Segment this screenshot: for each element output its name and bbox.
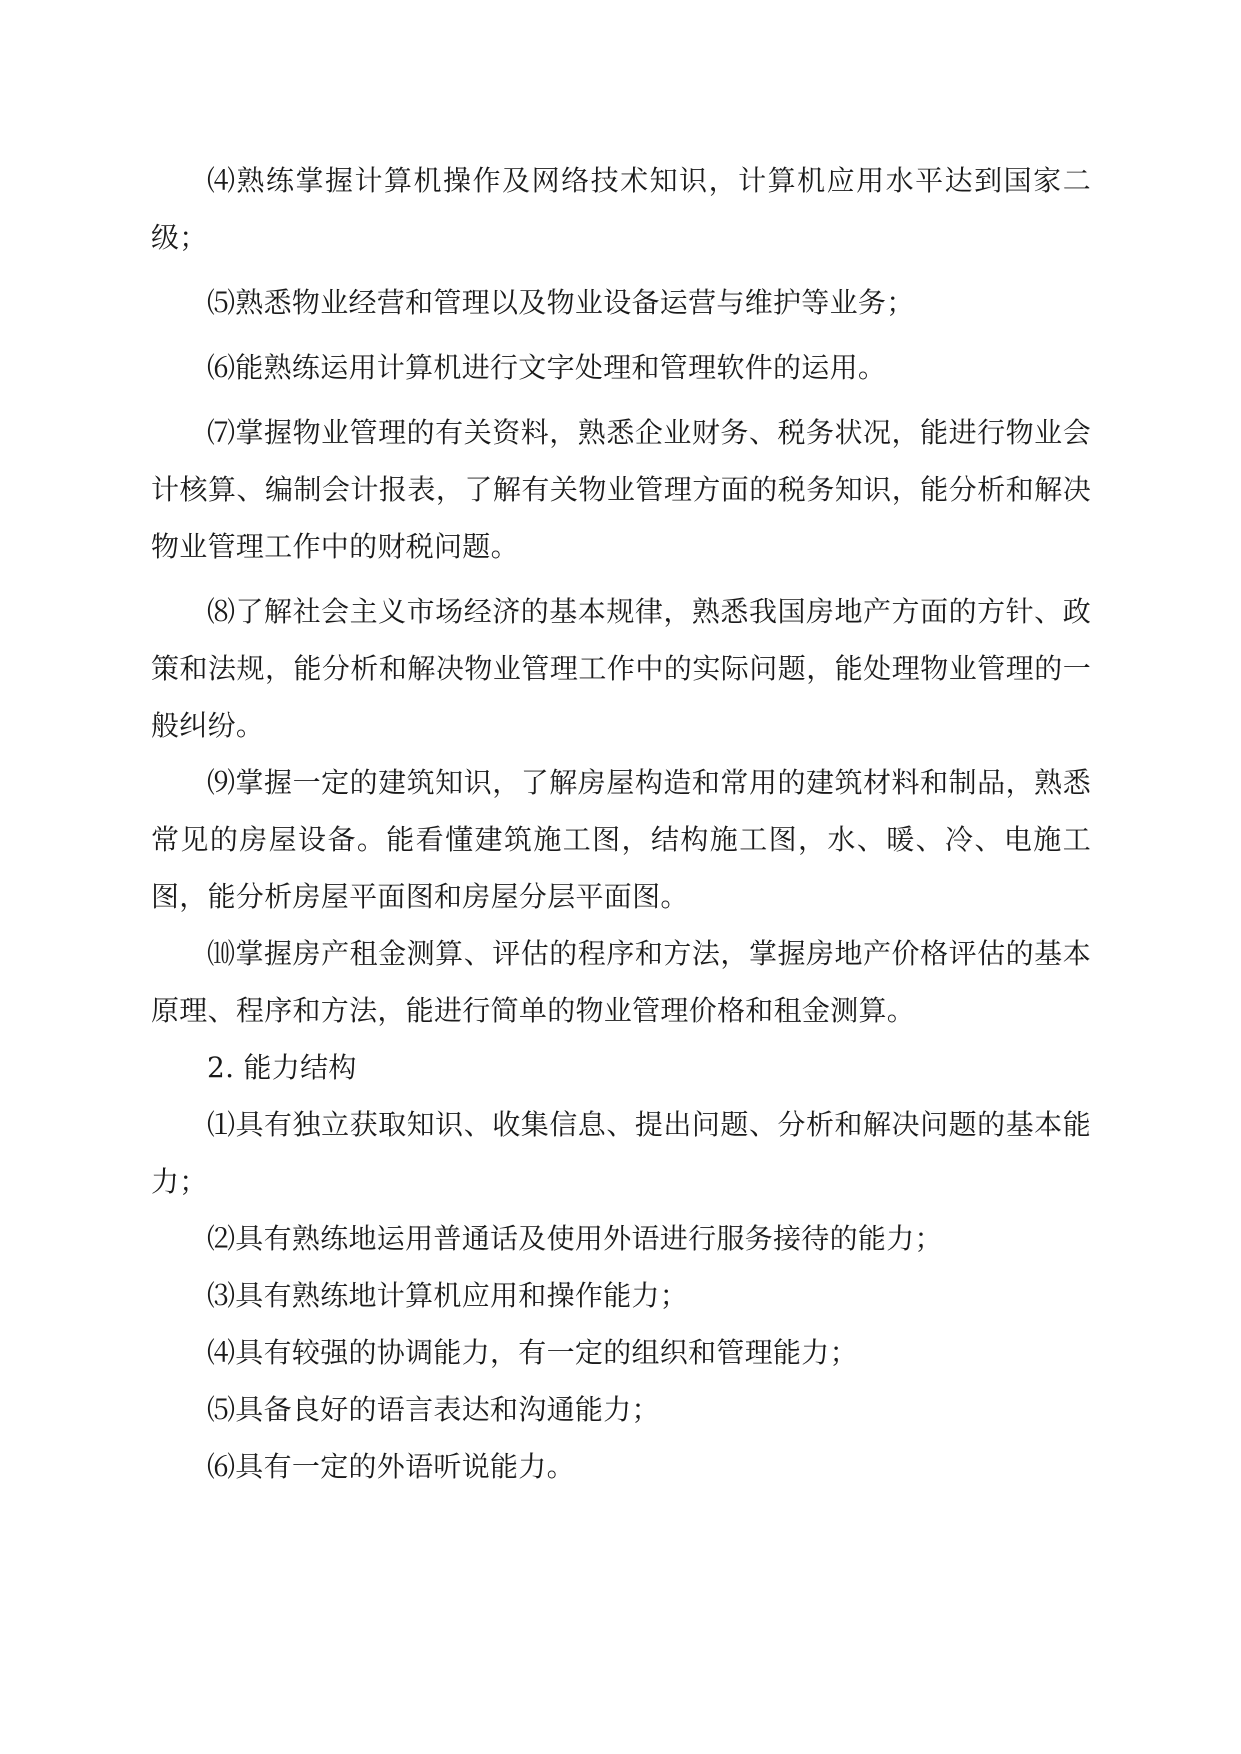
paragraph-knowledge-10: ⑽掌握房产租金测算、评估的程序和方法，掌握房地产价格评估的基本原理、程序和方法，能进行简单的物业管理价格和租金测算。 xyxy=(151,937,1091,1027)
paragraph-ability-6: ⑹具有一定的外语听说能力。 xyxy=(207,1450,575,1483)
paragraph-knowledge-5: ⑸熟悉物业经营和管理以及物业设备运营与维护等业务； xyxy=(207,286,915,319)
paragraph-ability-3: ⑶具有熟练地计算机应用和操作能力； xyxy=(207,1279,689,1312)
paragraph-ability-1: ⑴具有独立获取知识、收集信息、提出问题、分析和解决问题的基本能力； xyxy=(151,1108,1091,1198)
paragraph-ability-2: ⑵具有熟练地运用普通话及使用外语进行服务接待的能力； xyxy=(207,1222,943,1255)
paragraph-knowledge-6: ⑹能熟练运用计算机进行文字处理和管理软件的运用。 xyxy=(207,351,887,384)
paragraph-ability-4: ⑷具有较强的协调能力，有一定的组织和管理能力； xyxy=(207,1336,858,1369)
paragraph-knowledge-7: ⑺掌握物业管理的有关资料，熟悉企业财务、税务状况，能进行物业会计核算、编制会计报表，了解有关物业管理方面的税务知识，能分析和解决物业管理工作中的财税问题。 xyxy=(151,416,1091,563)
paragraph-ability-5: ⑸具备良好的语言表达和沟通能力； xyxy=(207,1393,660,1426)
paragraph-knowledge-4: ⑷熟练掌握计算机操作及网络技术知识，计算机应用水平达到国家二级； xyxy=(151,164,1091,254)
paragraph-knowledge-8: ⑻了解社会主义市场经济的基本规律，熟悉我国房地产方面的方针、政策和法规，能分析和解决物业管理工作中的实际问题，能处理物业管理的一般纠纷。 xyxy=(151,595,1091,742)
section-heading-ability-structure: 2. 能力结构 xyxy=(207,1051,357,1084)
document-body xyxy=(151,152,1091,1495)
paragraph-knowledge-9: ⑼掌握一定的建筑知识，了解房屋构造和常用的建筑材料和制品，熟悉常见的房屋设备。能看懂建筑施工图，结构施工图，水、暖、冷、电施工图，能分析房屋平面图和房屋分层平面图。 xyxy=(151,766,1091,913)
